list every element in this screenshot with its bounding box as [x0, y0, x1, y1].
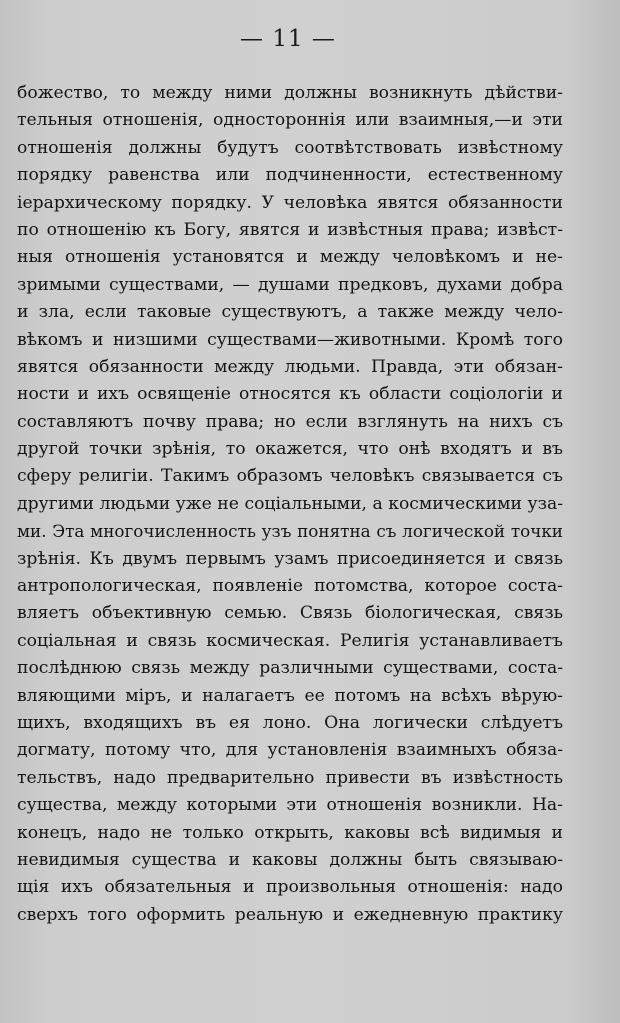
page-number: — 11 —: [240, 26, 336, 52]
text-line: и зла, если таковые существуютъ, а также между чело-: [17, 302, 563, 323]
text-line: составляютъ почву права; но если взглянуть на нихъ съ: [17, 411, 563, 432]
text-line: сферу религіи. Такимъ образомъ человѣкъ связывается съ: [17, 466, 563, 487]
text-line: тельныя отношенія, одностороннія или взаимныя,—и эти: [17, 110, 563, 131]
text-line: послѣднюю связь между различными существами, соста-: [17, 658, 563, 679]
text-line: вляющими міръ, и налагаетъ ее потомъ на всѣхъ вѣрую-: [17, 685, 563, 706]
text-line: антропологическая, появленіе потомства, которое соста-: [17, 576, 563, 597]
text-line: вляетъ объективную семью. Связь біологическая, связь: [17, 603, 563, 624]
text-line: явятся обязанности между людьми. Правда, эти обязан-: [17, 356, 563, 377]
text-line: щія ихъ обязательныя и произвольныя отношенія: надо: [17, 877, 563, 898]
text-line: соціальная и связь космическая. Религія устанавливаетъ: [17, 630, 563, 651]
text-line: порядку равенства или подчиненности, естественному: [17, 165, 563, 186]
text-line: другой точки зрѣнія, то окажется, что онѣ входятъ и въ: [17, 439, 563, 460]
text-line: ныя отношенія установятся и между человѣкомъ и не-: [17, 247, 563, 268]
text-line: ми. Эта многочисленность узъ понятна съ логической точки: [17, 521, 563, 542]
text-line: іерархическому порядку. У человѣка явятся обязанности: [17, 192, 563, 213]
text-line: божество, то между ними должны возникнуть дѣйстви-: [17, 83, 563, 103]
text-line: щихъ, входящихъ въ ея лоно. Она логически слѣдуетъ: [17, 712, 563, 733]
text-line: по отношенію къ Богу, явятся и извѣстныя права; извѣст-: [17, 219, 563, 240]
text-line: отношенія должны будутъ соотвѣтствовать извѣстному: [17, 137, 563, 158]
text-line: конецъ, надо не только открыть, каковы всѣ видимыя и: [17, 822, 563, 843]
text-line: другими людьми уже не соціальными, а космическими уза-: [17, 493, 563, 514]
text-line: зримыми существами, — душами предковъ, духами добра: [17, 274, 563, 295]
text-line: зрѣнія. Къ двумъ первымъ узамъ присоединяется и связь: [17, 548, 563, 569]
body-text: [17, 80, 563, 929]
text-line: ности и ихъ освященіе относятся къ области соціологіи и: [17, 384, 563, 405]
text-line: догмату, потому что, для установленія взаимныхъ обяза-: [17, 740, 563, 761]
text-line: вѣкомъ и низшими существами—животными. Кромѣ того: [17, 329, 563, 350]
text-line: сверхъ того оформить реальную и ежедневную практику: [17, 904, 563, 925]
text-line: тельствъ, надо предварительно привести въ извѣстность: [17, 767, 563, 788]
text-line: существа, между которыми эти отношенія возникли. На-: [17, 795, 563, 816]
text-line: невидимыя существа и каковы должны быть связываю-: [17, 849, 563, 870]
